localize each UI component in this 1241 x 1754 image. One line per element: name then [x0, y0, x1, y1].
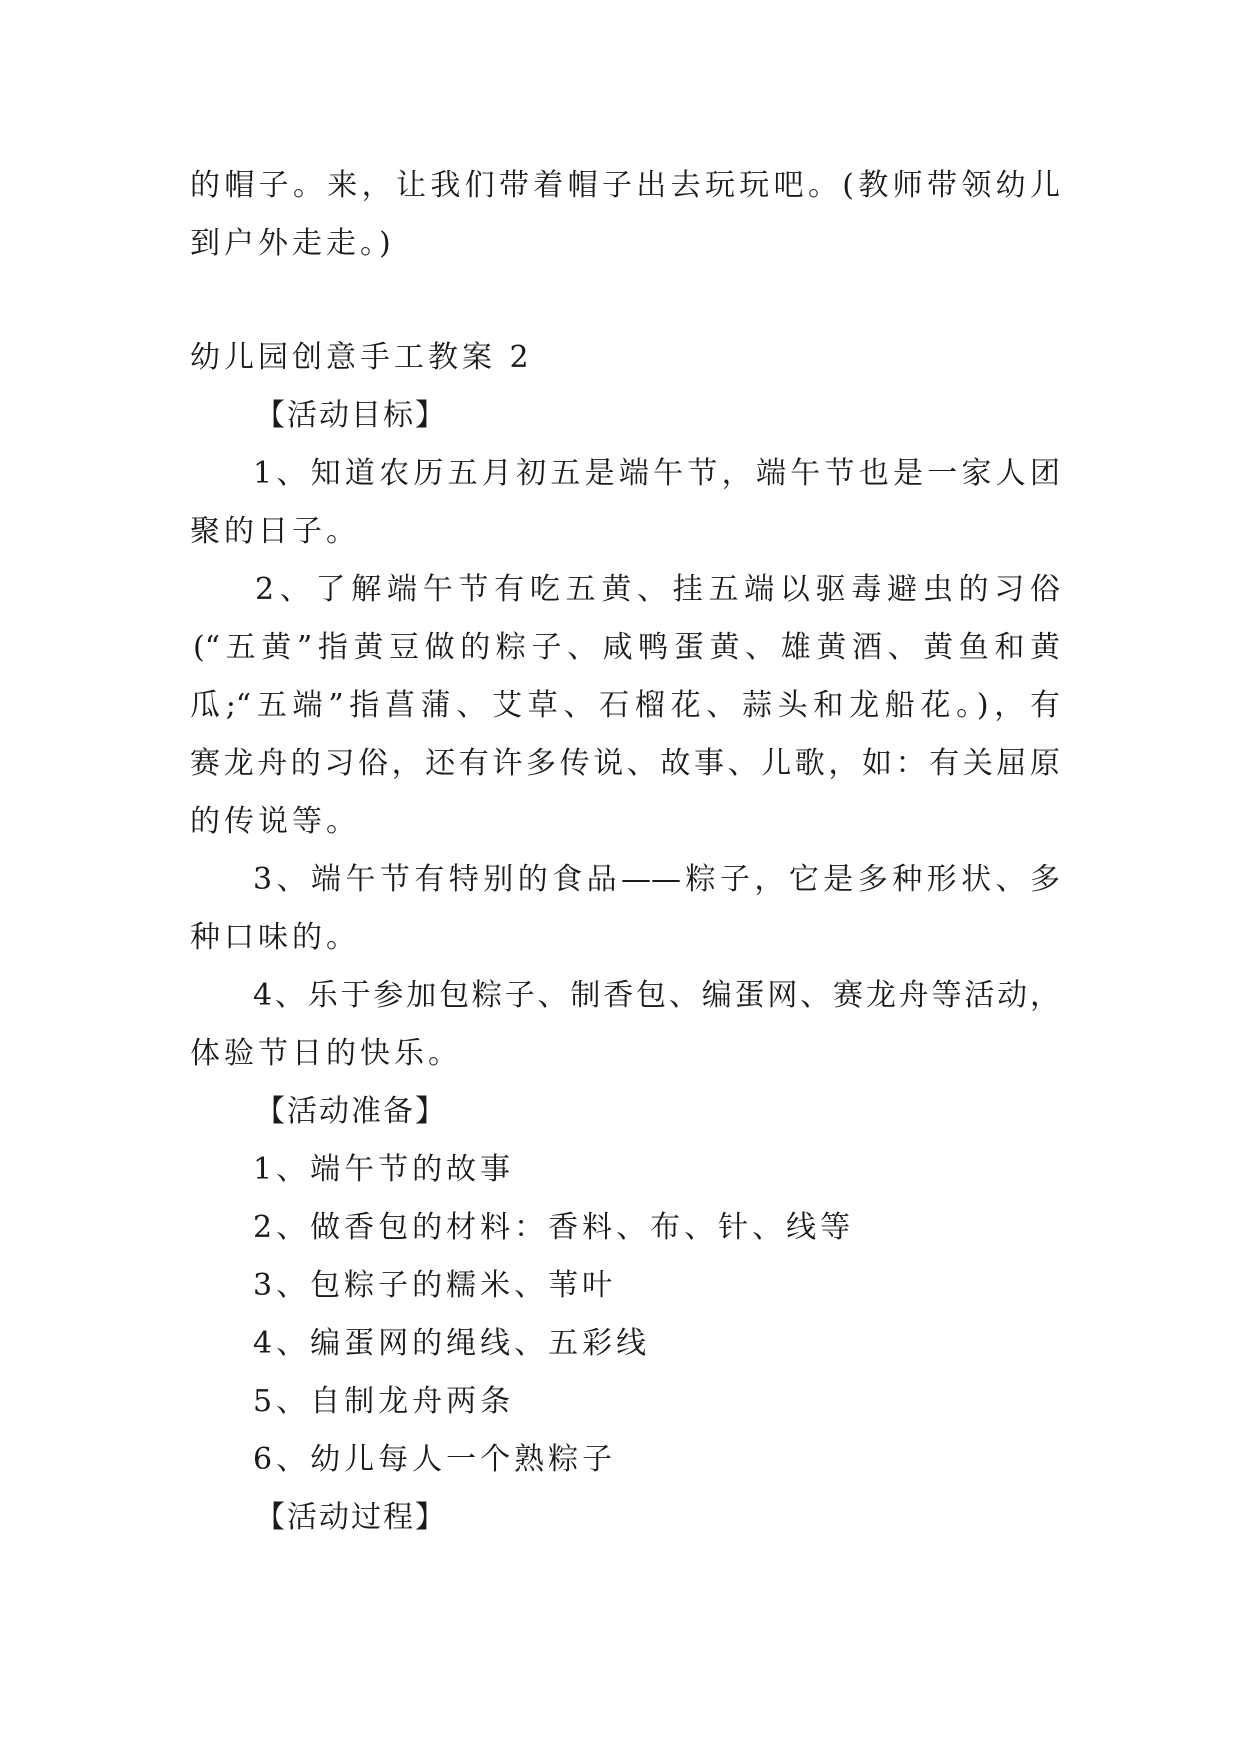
preparation-heading: 【活动准备】 — [255, 1094, 447, 1129]
goal-4-line-1: 4、乐于参加包粽子、制香包、编蛋网、赛龙舟等活动， — [253, 978, 1060, 1013]
goal-2-line-5: 的传说等。 — [190, 804, 360, 839]
goal-2-line-1: 2、了解端午节有吃五黄、挂五端以驱毒避虫的习俗 — [255, 572, 1060, 607]
goal-3-line-2: 种口味的。 — [190, 920, 360, 955]
preparation-item-1: 1、端午节的故事 — [253, 1152, 515, 1187]
preparation-item-5: 5、自制龙舟两条 — [253, 1384, 515, 1419]
goal-2-line-4: 赛龙舟的习俗，还有许多传说、故事、儿歌，如：有关屈原 — [190, 746, 1060, 781]
goal-3-line-1: 3、端午节有特别的食品——粽子，它是多种形状、多 — [253, 862, 1060, 897]
section-title: 幼儿园创意手工教案 2 — [190, 340, 533, 375]
continuation-line-1: 的帽子。来，让我们带着帽子出去玩玩吧。(教师带领幼儿 — [190, 168, 1060, 203]
preparation-item-4: 4、编蛋网的绳线、五彩线 — [253, 1326, 651, 1361]
goal-2-line-2: (“五黄”指黄豆做的粽子、咸鸭蛋黄、雄黄酒、黄鱼和黄 — [193, 630, 1060, 665]
preparation-item-3: 3、包粽子的糯米、苇叶 — [253, 1268, 617, 1303]
preparation-item-2: 2、做香包的材料：香料、布、针、线等 — [253, 1210, 855, 1245]
preparation-item-6: 6、幼儿每人一个熟粽子 — [253, 1442, 617, 1477]
continuation-line-2: 到户外走走。) — [190, 226, 395, 261]
process-heading: 【活动过程】 — [255, 1500, 447, 1535]
goal-4-line-2: 体验节日的快乐。 — [190, 1036, 462, 1071]
goal-1-line-1: 1、知道农历五月初五是端午节，端午节也是一家人团 — [253, 456, 1060, 491]
goal-2-line-3: 瓜;“五端”指菖蒲、艾草、石榴花、蒜头和龙船花。)，有 — [190, 688, 1060, 723]
goal-1-line-2: 聚的日子。 — [190, 514, 360, 549]
goals-heading: 【活动目标】 — [255, 398, 447, 433]
